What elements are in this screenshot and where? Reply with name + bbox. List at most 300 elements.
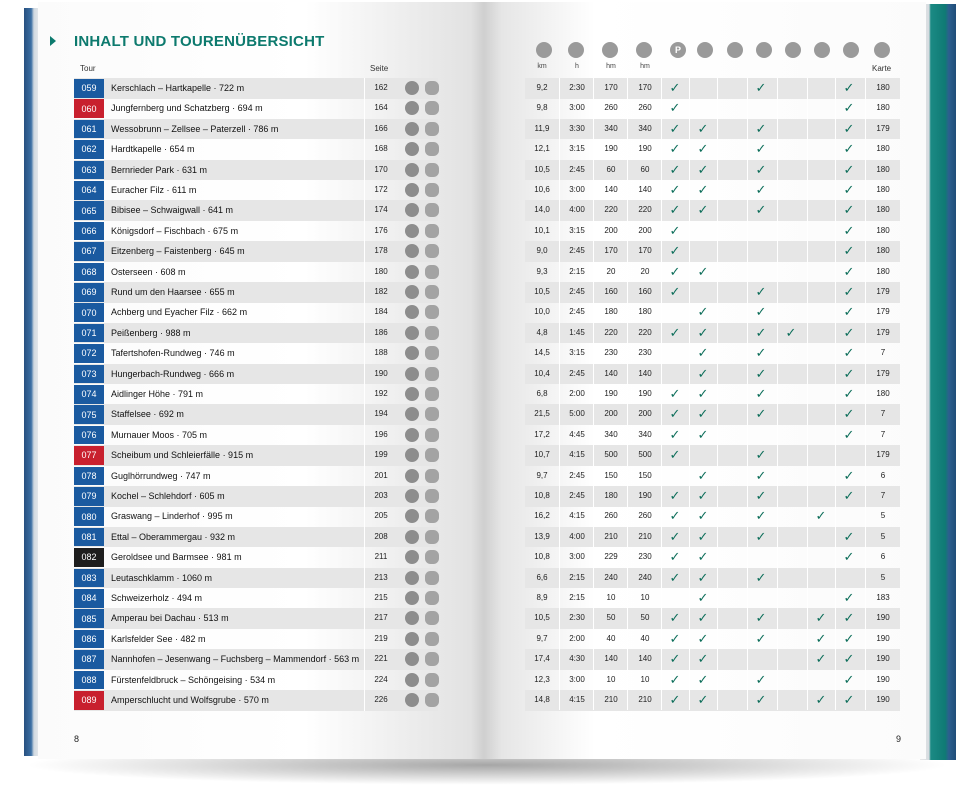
check-icon: ✓ [843,141,855,157]
tour-number: 089 [74,691,104,710]
tour-name: Euracher Filz · 611 m [111,185,197,195]
tour-number: 061 [74,120,104,139]
check-icon: ✓ [755,324,767,340]
descent-hm: 190 [638,389,652,398]
distance-km: 9,7 [536,470,548,480]
check-icon: ✓ [669,100,681,116]
descent-hm: 260 [638,511,652,521]
check-icon: ✓ [669,120,681,136]
check-icon: ✓ [697,569,709,585]
table-row [0,139,974,160]
check-icon: ✓ [697,263,709,279]
column-divider [593,78,594,710]
check-icon: ✓ [669,80,681,95]
check-icon: ✓ [843,161,855,177]
header-km: km [537,63,547,70]
map-ref: 190 [876,695,890,704]
duration-h: 1:45 [569,327,585,337]
header-seite: Seite [370,64,389,73]
map-ref: 179 [876,307,890,317]
table-row [0,221,974,242]
kid-friendly-icon [425,326,439,340]
column-divider [661,78,662,710]
distance-km: 12,3 [534,674,550,684]
duration-h: 2:15 [569,572,585,582]
check-icon: ✓ [843,630,855,646]
tour-number: 059 [74,79,104,98]
tour-number: 086 [74,630,104,649]
page-ref: 205 [374,511,388,521]
distance-km: 10,8 [534,491,550,500]
check-icon: ✓ [669,263,681,279]
map-ref: 179 [876,287,890,296]
column-divider [559,78,560,710]
check-icon: ✓ [843,386,855,401]
map-ref: 190 [876,613,890,623]
tour-number: 068 [74,263,104,282]
difficulty-icon [405,591,419,605]
column-divider [865,78,866,710]
page-ref: 190 [374,368,388,378]
check-icon: ✓ [755,528,767,544]
check-icon: ✓ [669,161,681,177]
difficulty-icon [405,81,419,95]
column-separator [364,527,365,548]
distance-km: 14,8 [534,695,550,704]
kid-friendly-icon [425,530,439,544]
table-row [0,445,974,466]
ascent-hm: 200 [604,225,618,235]
tour-name: Geroldsee und Barmsee · 981 m [111,552,242,563]
check-icon: ✓ [755,182,767,197]
ascent-hm: 220 [604,327,618,337]
check-icon: ✓ [669,182,681,197]
distance-km: 12,1 [534,144,550,154]
tour-name: Aidlinger Höhe · 791 m [111,389,204,399]
duration-h: 2:30 [569,613,585,623]
check-icon: ✓ [697,386,709,401]
check-icon: ✓ [697,467,709,483]
page-number-left: 8 [74,734,80,744]
check-icon: ✓ [843,692,855,707]
descent-hm: 220 [638,205,652,215]
distance-km: 11,9 [534,123,550,133]
check-icon: ✓ [755,161,767,177]
table-row [0,119,974,140]
kid-friendly-icon [425,224,439,238]
table-row [0,78,974,99]
distance-km: 10,5 [534,613,550,623]
tour-name: Königsdorf – Fischbach · 675 m [111,225,239,236]
tour-name: Guglhörrundweg · 747 m [111,470,211,481]
check-icon: ✓ [843,284,855,299]
page-ref: 166 [374,123,388,133]
distance-km: 14,0 [534,205,550,215]
tour-name: Karlsfelder See · 482 m [111,633,206,644]
descent-hm: 340 [638,123,652,133]
table-row [0,547,974,568]
header-karte: Karte [872,64,892,73]
ascent-hm: 150 [604,470,618,480]
header-hm-up: hm [606,63,616,70]
ascent-hm: 340 [604,123,618,133]
column-separator [364,262,365,283]
column-separator [364,425,365,446]
check-icon: ✓ [755,345,767,361]
page-ref: 184 [374,307,388,317]
check-icon: ✓ [669,569,681,585]
ascent-hm: 40 [606,633,616,643]
duration-h: 2:15 [569,593,585,602]
column-separator [364,690,365,711]
duration-h: 2:15 [569,266,585,276]
column-separator [364,221,365,242]
clock-icon [568,42,584,58]
page-ref: 162 [374,83,388,92]
check-icon: ✓ [697,324,709,340]
column-separator [364,241,365,262]
map-ref: 5 [880,531,886,541]
column-separator [364,486,365,507]
table-row [0,527,974,548]
duration-h: 5:00 [569,409,585,419]
check-icon: ✓ [755,304,767,320]
kid-friendly-icon [425,244,439,258]
table-row [0,404,974,425]
distance-km: 9,0 [536,246,548,256]
map-ref: 180 [876,103,890,113]
kid-friendly-icon [425,122,439,136]
tour-name: Amperschlucht und Wolfsgrube · 570 m [111,695,269,705]
tour-number: 073 [74,365,104,384]
column-separator [364,78,365,99]
check-icon: ✓ [755,569,767,585]
column-separator [364,160,365,181]
distance-km: 9,7 [536,633,548,643]
check-icon: ✓ [669,222,681,238]
ascent-hm: 50 [606,613,616,623]
kid-friendly-icon [425,163,439,177]
table-row [0,608,974,629]
table-row [0,506,974,527]
tour-name: Kerschlach – Hartkapelle · 722 m [111,83,245,93]
duration-h: 2:45 [569,307,585,317]
tour-name: Eitzenberg – Faistenberg · 645 m [111,246,245,257]
check-icon: ✓ [843,610,855,626]
check-icon: ✓ [669,610,681,626]
page-ref: 213 [374,572,388,582]
descent-hm: 190 [638,491,652,500]
page-ref: 211 [374,552,388,562]
tour-number: 062 [74,140,104,159]
ascent-hm: 10 [606,593,616,602]
map-ref: 180 [876,164,890,174]
column-separator [364,649,365,670]
check-icon: ✓ [843,222,855,238]
table-row [0,302,974,323]
map-ref: 180 [876,205,890,215]
kid-friendly-icon [425,203,439,217]
table-row [0,262,974,283]
page-ref: 178 [374,246,388,256]
tour-name: Hardtkapelle · 654 m [111,144,195,155]
ascent-hm: 230 [604,348,618,358]
check-icon: ✓ [755,80,767,95]
kid-friendly-icon [425,428,439,442]
descent-hm: 260 [638,103,652,113]
ascent-hm: 170 [604,246,618,256]
descent-hm: 200 [638,409,652,419]
kid-friendly-icon [425,673,439,687]
distance-km: 17,2 [534,429,550,439]
tour-name: Jungfernberg und Schatzberg · 694 m [111,103,263,114]
check-icon: ✓ [669,488,681,503]
bench-icon [814,42,830,58]
check-icon: ✓ [755,508,767,524]
duration-h: 2:30 [569,83,585,92]
check-icon: ✓ [697,161,709,177]
difficulty-icon [405,693,419,707]
kid-friendly-icon [425,346,439,360]
page-ref: 224 [374,674,388,684]
page-ref: 217 [374,613,388,623]
check-icon: ✓ [669,692,681,707]
tour-name: Staffelsee · 692 m [111,409,184,420]
check-icon: ✓ [697,182,709,197]
duration-h: 2:45 [569,246,585,256]
page-number-right: 9 [896,734,902,744]
ascent-hm: 229 [604,552,618,562]
check-icon: ✓ [697,528,709,544]
difficulty-icon [405,428,419,442]
cable-car-icon [727,42,743,58]
table-row [0,343,974,364]
check-icon: ✓ [755,488,767,503]
tour-name: Graswang – Linderhof · 995 m [111,511,233,522]
tour-number: 084 [74,589,104,608]
snowflake-icon [843,42,859,58]
check-icon: ✓ [669,243,681,259]
distance-km: 8,9 [536,593,548,602]
check-icon: ✓ [697,202,709,218]
check-icon: ✓ [755,467,767,483]
ascent-hm: 10 [606,674,616,684]
map-ref: 190 [876,633,890,643]
descent-hm: 230 [638,552,652,562]
tour-name: Ettal – Oberammergau · 932 m [111,531,236,542]
ascent-hm: 140 [604,185,618,194]
duration-h: 4:45 [569,429,585,439]
kid-friendly-icon [425,305,439,319]
distance-km: 10,4 [534,368,550,378]
check-icon: ✓ [669,549,681,565]
check-icon: ✓ [843,80,855,95]
check-icon: ✓ [755,630,767,646]
ascent-hm: 190 [604,144,618,154]
check-icon: ✓ [669,386,681,401]
check-icon: ✓ [697,671,709,687]
distance-km: 10,1 [534,225,550,235]
duration-h: 4:00 [569,205,585,215]
check-icon: ✓ [843,651,855,667]
map-ref: 7 [880,491,886,500]
descent-hm: 60 [640,164,650,174]
descent-hm: 200 [638,225,652,235]
check-icon: ✓ [815,630,827,646]
difficulty-icon [405,367,419,381]
check-icon: ✓ [843,263,855,279]
check-icon: ✓ [815,610,827,626]
table-row [0,200,974,221]
distance-km: 21,5 [534,409,550,419]
table-row [0,486,974,507]
column-divider [747,78,748,710]
table-row [0,241,974,262]
check-icon: ✓ [697,590,709,605]
map-ref: 7 [880,348,886,358]
check-icon: ✓ [669,406,681,422]
kid-friendly-icon [425,509,439,523]
tour-number: 076 [74,426,104,445]
ascent-hm: 260 [604,511,618,521]
descent-hm: 10 [640,593,650,602]
duration-h: 2:45 [569,164,585,174]
descent-hm: 240 [638,572,652,582]
page-ref: 174 [374,205,388,215]
tour-number: 067 [74,242,104,261]
distance-km: 10,5 [534,164,550,174]
map-ref: 179 [876,368,890,378]
kid-friendly-icon [425,550,439,564]
check-icon: ✓ [843,100,855,116]
duration-h: 3:30 [569,123,585,133]
map-ref: 5 [880,572,886,582]
header-hm-down: hm [640,63,650,70]
column-separator [364,180,365,201]
tour-number: 064 [74,181,104,200]
tour-number: 080 [74,507,104,526]
check-icon: ✓ [669,671,681,687]
kid-friendly-icon [425,632,439,646]
duration-h: 2:00 [569,633,585,643]
check-icon: ✓ [697,610,709,626]
check-icon: ✓ [669,141,681,157]
map-ref: 180 [876,266,890,276]
column-divider [777,78,778,710]
map-ref: 179 [876,327,890,337]
map-ref: 179 [876,450,890,460]
check-icon: ✓ [843,304,855,320]
ascent-hm: 140 [604,654,618,664]
kid-friendly-icon [425,285,439,299]
tour-number: 079 [74,487,104,506]
page-title: INHALT UND TOURENÜBERSICHT [74,33,325,50]
tour-number: 070 [74,303,104,322]
kid-friendly-icon [425,142,439,156]
ascent-hm: 210 [604,695,618,704]
difficulty-icon [405,163,419,177]
descent-hm: 180 [638,307,652,317]
descent-hm: 150 [638,470,652,480]
table-row [0,649,974,670]
tour-number: 085 [74,609,104,628]
check-icon: ✓ [843,406,855,422]
page-ref: 176 [374,225,388,235]
distance-km: 6,8 [536,389,548,398]
distance-km: 13,9 [534,531,550,541]
check-icon: ✓ [843,182,855,197]
ascent-hm: 340 [604,429,618,439]
duration-h: 4:00 [569,531,585,541]
tour-name: Kochel – Schlehdorf · 605 m [111,491,225,501]
ascent-hm: 220 [604,205,618,215]
ascent-hm: 20 [606,266,616,276]
difficulty-icon [405,265,419,279]
check-icon: ✓ [697,406,709,422]
check-icon: ✓ [755,202,767,218]
tour-number: 088 [74,671,104,690]
ascent-hm: 160 [604,287,618,296]
duration-h: 3:00 [569,103,585,113]
descent-hm: 500 [638,450,652,460]
check-icon: ✓ [755,406,767,422]
check-icon: ✓ [669,284,681,299]
tour-number: 060 [74,99,104,118]
difficulty-icon [405,326,419,340]
descent-hm: 50 [640,613,650,623]
difficulty-icon [405,673,419,687]
check-icon: ✓ [843,590,855,605]
tour-number: 066 [74,222,104,241]
duration-h: 4:15 [569,511,585,521]
map-ref: 5 [880,511,886,521]
ascent-icon [602,42,618,58]
check-icon: ✓ [815,508,827,524]
column-separator [364,506,365,527]
column-divider [835,78,836,710]
column-separator [364,568,365,589]
table-row [0,282,974,303]
distance-km: 10,0 [534,307,550,317]
ascent-hm: 140 [604,368,618,378]
column-divider [807,78,808,710]
page-ref: 182 [374,287,388,296]
distance-km: 14,5 [534,348,550,358]
ascent-hm: 200 [604,409,618,419]
difficulty-icon [405,489,419,503]
descent-hm: 160 [638,287,652,296]
tour-number: 087 [74,650,104,669]
header-tour: Tour [80,64,96,73]
column-separator [364,608,365,629]
ascent-hm: 260 [604,103,618,113]
duration-h: 2:45 [569,287,585,296]
page-ref: 215 [374,593,388,602]
check-icon: ✓ [843,243,855,259]
tour-number: 082 [74,548,104,567]
column-separator [364,98,365,119]
tour-number: 077 [74,446,104,465]
check-icon: ✓ [697,692,709,707]
kid-friendly-icon [425,448,439,462]
tour-name: Bernrieder Park · 631 m [111,164,208,175]
descent-hm: 140 [638,185,652,194]
tour-number: 075 [74,405,104,424]
duration-h: 3:15 [569,144,585,154]
kid-friendly-icon [425,407,439,421]
tour-name: Achberg und Eyacher Filz · 662 m [111,307,248,318]
distance-km: 9,3 [536,266,548,276]
